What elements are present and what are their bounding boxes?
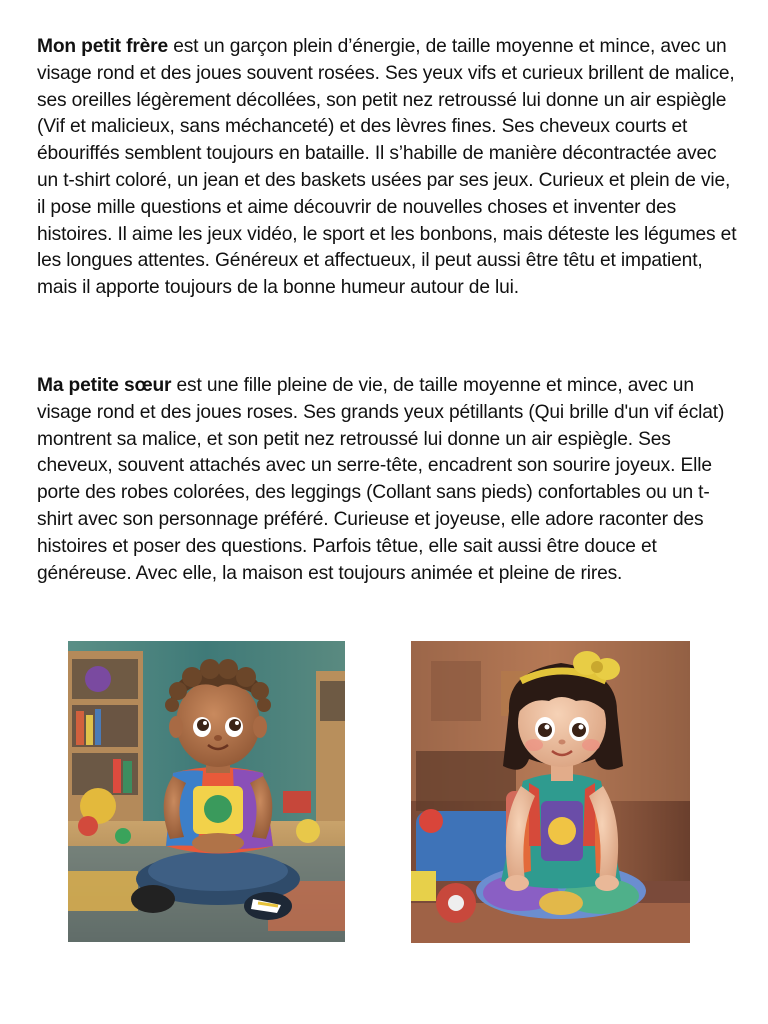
boy-illustration-drawing <box>68 641 345 942</box>
paragraph-sister-lead: Ma petite sœur <box>37 375 172 396</box>
boy-illustration <box>68 641 345 942</box>
girl-illustration <box>411 641 690 943</box>
girl-illustration-drawing <box>411 641 690 943</box>
paragraph-brother <box>37 34 737 302</box>
paragraph-brother-text: est un garçon plein d’énergie, de taille moyenne et mince, avec un visage rond et des joues souvent rosées. Ses yeux vifs et curieux brillent de malice, ses oreilles légèrement décollées, son petit nez retroussé lui donne un air espiègle (Vif et malicieux, sans méchanceté) et des lèvres fines. Ses cheveux courts et ébouriffés semblent toujours en bataille. Il s’habille de manière décontractée avec un t-shirt coloré, un jean et des baskets usées par ses jeux. Curieux et plein de vie, il pose mille questions et aime découvrir de nouvelles choses et inventer des histoires. Il aime les jeux vidéo, le sport et les bonbons, mais déteste les légumes et les longues attentes. Généreux et affectueux, il peut aussi être têtu et impatient, mais il apporte toujours de la bonne humeur autour de lui. <box>37 36 737 299</box>
paragraph-brother-lead: Mon petit frère <box>37 36 169 57</box>
paragraph-sister <box>37 373 737 587</box>
paragraph-sister-text: est une fille pleine de vie, de taille moyenne et mince, avec un visage rond et des joues roses. Ses grands yeux pétillants (Qui brille d'un vif éclat) montrent sa malice, et son petit nez retroussé lui donne un air espiègle. Ses cheveux, souvent attachés avec un serre-tête, encadrent son sourire joyeux. Elle porte des robes colorées, des leggings (Collant sans pieds) confortables ou un t-shirt avec son personnage préféré. Curieuse et joyeuse, elle adore raconter des histoires et poser des questions. Parfois têtue, elle sait aussi être douce et généreuse. Avec elle, la maison est toujours animée et pleine de rires. <box>37 375 725 584</box>
